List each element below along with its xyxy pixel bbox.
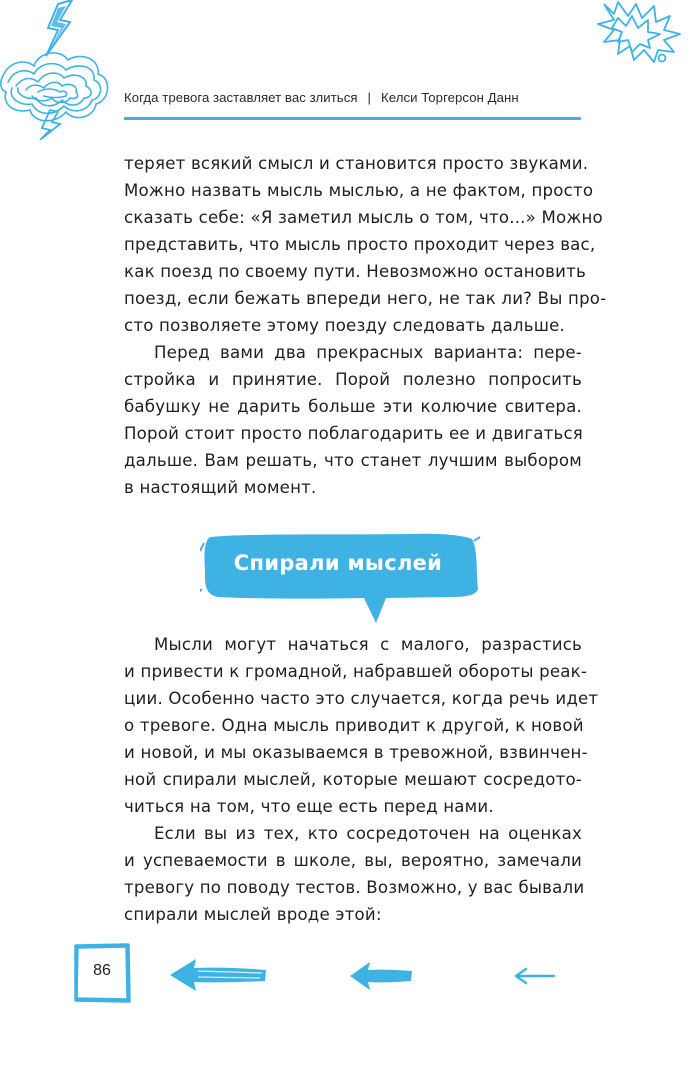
paragraph (124, 339, 582, 501)
text-line: Мысли могут начаться с малого, разрастись (154, 635, 582, 654)
arrow-left-icon[interactable] (514, 966, 556, 986)
running-header (124, 90, 582, 105)
text-line: Можно назвать мысль мыслью, а не фактом, просто (124, 181, 594, 200)
text-line: ной спирали мыслей, которые мешают сосредото- (124, 770, 582, 789)
arrow-left-icon[interactable] (348, 959, 414, 993)
paragraph (124, 150, 607, 339)
text-line: Порой стоит просто поблагодарить ее и двигаться (124, 424, 583, 443)
text-line: Перед вами два прекрасных варианта: пере- (154, 343, 582, 362)
section-title: Спирали мыслей (233, 551, 443, 575)
text-line: спирали мыслей вроде этой: (124, 905, 382, 924)
paragraph (124, 631, 599, 820)
header-separator: | (367, 90, 372, 105)
text-line: сто позволяете этому поезду следовать дальше. (124, 316, 565, 335)
speech-bubble-icon (200, 531, 490, 627)
text-line: в настоящий момент. (124, 478, 317, 497)
text-line: как поезд по своему пути. Невозможно остановить (124, 262, 586, 281)
arrow-left-icon[interactable] (168, 955, 268, 995)
text-line: сказать себе: «Я заметил мысль о том, что...» Можно (124, 208, 603, 227)
text-line: и новой, и мы оказываемся в тревожной, взвинчен- (124, 743, 588, 762)
text-line: представить, что мысль просто проходит через вас, (124, 235, 596, 254)
text-line: ции. Особенно часто это случается, когда речь идет (124, 689, 599, 708)
body-text-bottom (124, 631, 599, 928)
text-line: о тревоге. Одна мысль приводит к другой, к новой (124, 716, 584, 735)
burst-icon (584, 0, 694, 70)
book-author: Келси Торгерсон Данн (381, 90, 519, 105)
text-line: поезд, если бежать впереди него, не так ли? Вы про- (124, 289, 607, 308)
text-line: теряет всякий смысл и становится просто звуками. (124, 154, 589, 173)
section-banner (200, 531, 490, 627)
page-number-box (73, 942, 131, 1004)
paragraph (124, 820, 585, 928)
text-line: дальше. Вам решать, что станет лучшим выбором (124, 451, 582, 470)
text-line: бабушку не дарить больше эти колючие свитера. (124, 397, 582, 416)
text-line: читься на том, что еще есть перед нами. (124, 797, 494, 816)
text-line: тревогу по поводу тестов. Возможно, у вас бывали (124, 878, 585, 897)
page-number: 86 (93, 962, 111, 979)
text-line: и успеваемости в школе, вы, вероятно, замечали (124, 851, 582, 870)
header-rule (124, 117, 581, 120)
text-line: стройка и принятие. Порой полезно попросить (124, 370, 582, 389)
book-title: Когда тревога заставляет вас злиться (124, 90, 358, 105)
body-text-top (124, 150, 607, 501)
text-line: Если вы из тех, кто сосредоточен на оценках (154, 824, 582, 843)
storm-cloud-icon (0, 0, 120, 140)
text-line: и привести к громадной, набравшей обороты реак- (124, 662, 588, 681)
